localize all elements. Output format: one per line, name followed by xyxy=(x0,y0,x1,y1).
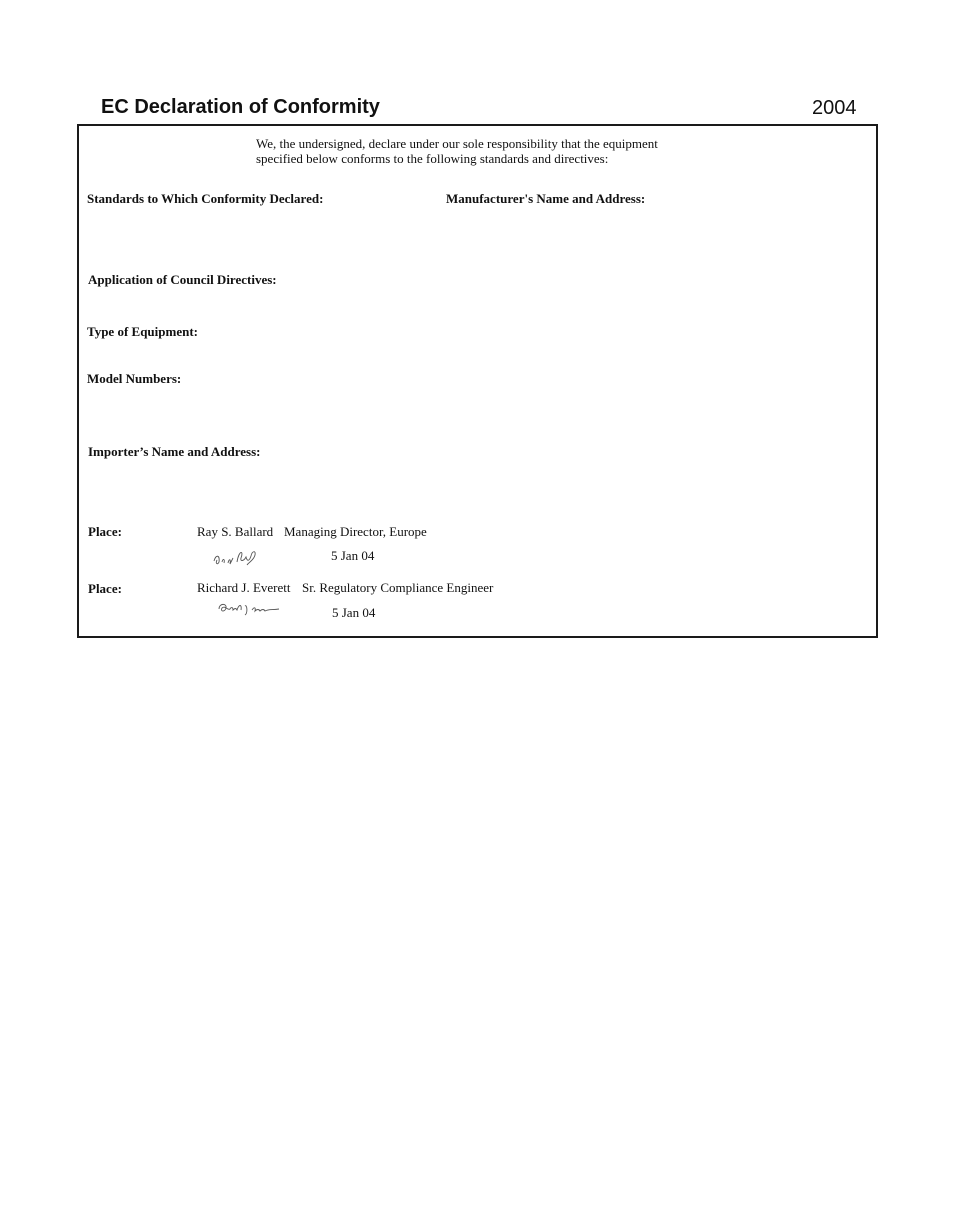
signatory-name: Ray S. Ballard xyxy=(197,524,274,539)
handwritten-signature-icon xyxy=(211,546,261,568)
equipment-type-label: Type of Equipment: xyxy=(87,324,198,339)
place-label: Place: xyxy=(88,524,122,539)
signatory-title: Sr. Regulatory Compliance Engineer xyxy=(302,580,494,595)
signatory-name: Richard J. Everett xyxy=(197,580,291,595)
signature-date: 5 Jan 04 xyxy=(332,605,376,620)
declaration-intro-line-1: We, the undersigned, declare under our sole responsibility that the equipment xyxy=(256,136,658,151)
standards-label: Standards to Which Conformity Declared: xyxy=(87,191,324,206)
declaration-intro-line-2: specified below conforms to the following standards and directives: xyxy=(256,151,609,166)
declaration-box xyxy=(77,124,878,638)
place-label: Place: xyxy=(88,581,122,596)
handwritten-signature-icon xyxy=(216,601,282,617)
signature-date: 5 Jan 04 xyxy=(331,548,375,563)
document-title: EC Declaration of Conformity xyxy=(101,96,380,118)
signatory-title: Managing Director, Europe xyxy=(284,524,427,539)
importer-label: Importer’s Name and Address: xyxy=(88,444,261,459)
document-year: 2004 xyxy=(812,97,857,119)
council-directives-label: Application of Council Directives: xyxy=(88,272,277,287)
model-numbers-label: Model Numbers: xyxy=(87,371,182,386)
manufacturer-label: Manufacturer's Name and Address: xyxy=(446,191,646,206)
